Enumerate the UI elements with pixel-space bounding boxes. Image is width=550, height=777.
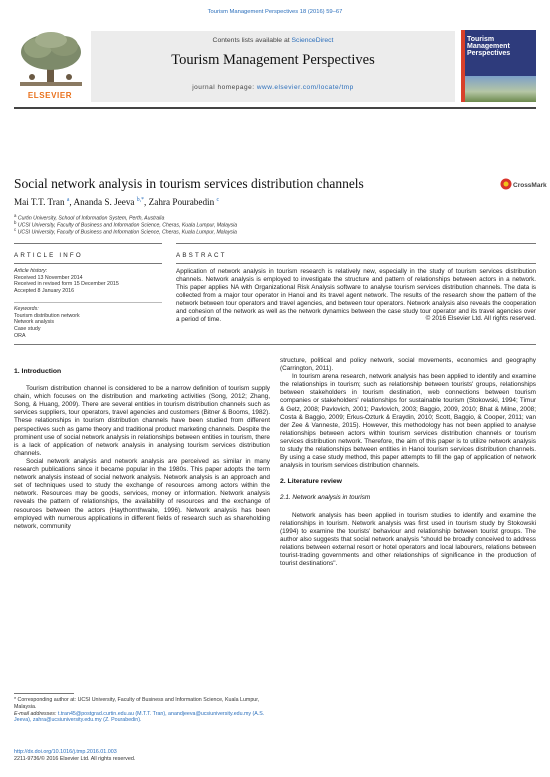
email-addresses[interactable]: t.tran45@postgrad.curtin.edu.au (M.T.T. Tran), anandjeeva@ucsiuniversity.edu.my (A.S. Jeeva), zahra@ucsiuniversity.edu.my (Z. Pourabedin).	[14, 710, 265, 724]
paragraph: Social network analysis and network analysis are perceived as similar in many research publications since it became popular in the 1980s. This paper adopts the term network analysis instead of social network analysis. Network analysis is an approach and set of techniques used to study the exchange of resources among actors within the network. Resources may be goods, services, money or information. Network analysis reveals the pattern of relationships, the availability of resources and the exchange of resources between the actors (Haythornthwaite, 1996). Network analysis has been employed with numerous applications in different fields of research such as shareholding network, community	[14, 457, 270, 530]
abstract-heading: ABSTRACT	[176, 252, 227, 259]
publisher-logo-text: ELSEVIER	[27, 91, 73, 100]
keyword: Network analysis	[14, 319, 55, 326]
article-info-rule	[14, 243, 162, 244]
elsevier-tree-logo	[14, 30, 88, 100]
section-heading: 1. Introduction	[14, 368, 62, 375]
article-title: Social network analysis in tourism services distribution channels	[14, 176, 364, 191]
footnote	[14, 697, 270, 724]
keyword: Tourism distribution network	[14, 312, 80, 319]
doi-link[interactable]: http://dx.doi.org/10.1016/j.tmp.2016.01.003	[14, 749, 117, 755]
history-label: Article history:	[14, 268, 48, 274]
affiliation-text: Curtin University, School of Information System, Perth, Australia	[17, 215, 165, 222]
journal-homepage	[91, 84, 455, 91]
email-label: E-mail addresses:	[14, 710, 57, 717]
abstract-text: Application of network analysis in tourism research is relatively new, especially in the study of tourism services distribution channels. Network analysis is employed to investigate the structure and pattern of relationships between actors in a network. This paper applies NA with Organizational Risk Analysis software to analyse tourism services distribution channels. The data is collected from a major tour operator in Hanoi and its travel agent network. The results of the research show the pattern of the network between tour operators and travel agencies, and between tour operators. Network analysis also reveals the cooperation and cohesion of the network as well as the network dynamics between the case study tour operator and its travel agencies over a period of time.	[176, 268, 536, 323]
crossmark-badge[interactable]	[500, 177, 547, 191]
affiliation-text: UCSI University, Faculty of Business and Information Science, Cheras, Kuala Lumpur, Malaysia	[17, 222, 238, 229]
author-name[interactable]: Zahra Pourabedin	[148, 197, 215, 208]
email-line	[14, 711, 270, 725]
article-info-divider	[14, 302, 162, 303]
crossmark-label: CrossMark	[513, 182, 547, 189]
right-column	[280, 357, 536, 568]
paragraph: structure, political and policy network, social movements, economics and geography (Carrington, 2011).	[280, 357, 536, 373]
history-item: Received in revised form 15 December 2015	[14, 281, 119, 288]
sciencedirect-link[interactable]: ScienceDirect	[291, 37, 334, 44]
abstract-rule	[176, 263, 536, 264]
journal-reference[interactable]: Tourism Management Perspectives 18 (2016) 59–67	[207, 9, 343, 15]
keywords	[14, 306, 164, 340]
article-history	[14, 268, 164, 295]
author-name[interactable]: Mai T.T. Tran	[14, 197, 65, 208]
affiliation-marker: c	[14, 227, 17, 232]
issn-copyright: 2211-9736/© 2016 Elsevier Ltd. All rights reserved.	[14, 756, 136, 762]
footnote-rule	[14, 693, 74, 694]
cover-photo	[465, 76, 536, 102]
journal-title: Tourism Management Perspectives	[171, 52, 375, 68]
journal-cover[interactable]	[461, 30, 536, 102]
affiliation-marker: a	[14, 213, 17, 218]
left-column	[14, 368, 270, 531]
article-info-heading: ARTICLE INFO	[14, 252, 83, 259]
keyword: Case study	[14, 326, 41, 333]
keyword: ORA	[14, 332, 26, 339]
history-item: Received 13 November 2014	[14, 274, 83, 281]
homepage-prefix: journal homepage:	[192, 84, 257, 91]
paragraph: Tourism distribution channel is considered to be a narrow definition of tourism supply chain, which focuses on the distribution and marketing activities (Song, 2012; Zhang, Song, & Huang, 2009). There are several entities in tourism distribution channels such as services suppliers, tour operators, travel agencies and customers (Bitner & Booms, 1982). These relationships in tourism distribution channels have been studied from different perspectives such as game theory and traditional product marketing channels. Despite the prominent use of social network analysis in relationships between entities in tourism, there is a lack of application of network analysis in analysing tourism services distribution channels.	[14, 385, 270, 457]
author-name[interactable]: Ananda S. Jeeva	[73, 197, 135, 208]
affiliation	[14, 227, 237, 236]
paragraph: In tourism arena research, network analysis has been applied to identify and examine the relationships in tourism; such as relationship between tourists' groups, relationships between stakeholders in tourism destination, web connections between tourism companies or stakeholders' relationships for sustainable tourism (Stokowski, 1994; Timur & Getz, 2008; Pavlovich, 2001; Pavlovich, 2003; Baggio, 2009, 2010; Bhat & Milne, 2008; Costa & Baggio, 2009; Erkus-Ozturk & Eraydin, 2010; Scott, Baggio, & Cooper, 2011; van der Zee & Vanneste, 2015). However, this methodology has not been applied to analyse relationships between actors within tourism services distribution channels or tourism services distribution network. Therefore, the aim of this paper is to utilize network analysis to study the relationships between entities in Hanoi tourism services distribution channels. By using a case study method, this paper attempts to fill the gap of application of network analysis in tourism services distribution channels.	[280, 373, 536, 470]
author-list	[14, 197, 219, 207]
section-heading: 2. Literature review	[280, 478, 342, 486]
contents-line	[91, 37, 455, 44]
homepage-link[interactable]: www.elsevier.com/locate/tmp	[256, 84, 354, 91]
article-info-rule	[14, 263, 162, 264]
author-separator: ,	[144, 197, 149, 208]
footer	[14, 749, 270, 763]
keywords-label: Keywords:	[14, 306, 39, 312]
abstract-rule	[176, 243, 536, 244]
subsection-heading: 2.1. Network analysis in tourism	[280, 494, 371, 502]
author-separator: ,	[69, 197, 74, 208]
affiliation-marker: b	[14, 220, 17, 225]
corresponding-author-note: * Corresponding author at: UCSI University, Faculty of Business and Information Science, Kuala Lumpur, Malaysia.	[14, 697, 260, 710]
author-affiliation-marker[interactable]: a	[66, 197, 70, 203]
history-item: Accepted 8 January 2016	[14, 288, 75, 295]
contents-prefix: Contents lists available at	[212, 37, 292, 44]
abstract-bottom-rule	[14, 344, 536, 345]
author-affiliation-marker[interactable]: c	[216, 197, 220, 203]
abstract-copyright: © 2016 Elsevier Ltd. All rights reserved.	[425, 315, 536, 322]
cover-title: Tourism Management Perspectives	[467, 36, 511, 58]
paragraph: Network analysis has been applied in tourism studies to identify and examine the relationships in tourism. Network analysis was first used in tourism study by Stokowski (1994) to examine the tourists' behaviour and relationship between tourist groups. The author also suggests that social network analysis "should be broadly conceived to address relations between external resort or hotel operators and local labourers, relations between tourist-trading governments and other relationships of significance in the production of tourist destinations".	[280, 511, 536, 568]
affiliation-text: UCSI University, Faculty of Business and Information Science, Cheras, Kuala Lumpur, Malaysia	[17, 229, 237, 236]
author-affiliation-marker[interactable]: b,*	[136, 197, 145, 203]
header-rule	[14, 107, 536, 109]
